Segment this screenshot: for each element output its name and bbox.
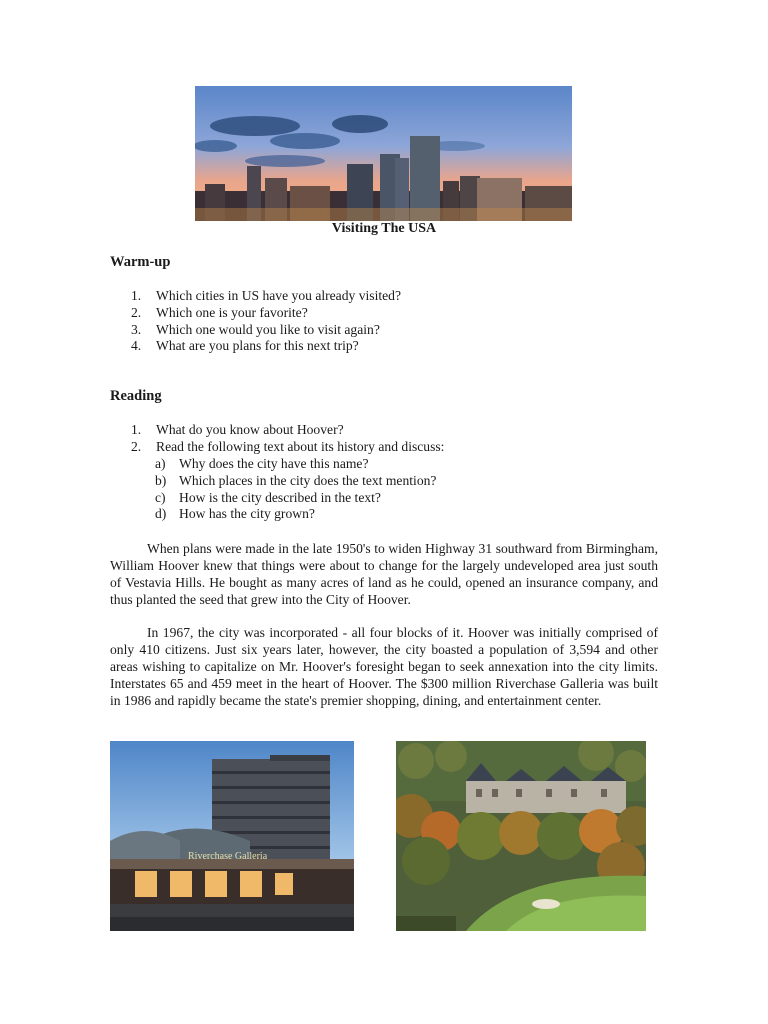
list-item xyxy=(131,338,401,355)
item-text: How is the city described in the text? xyxy=(179,489,381,505)
item-text: Which places in the city does the text mention? xyxy=(179,472,437,488)
item-text: Which one is your favorite? xyxy=(156,304,308,320)
list-item xyxy=(131,439,444,456)
item-text: What do you know about Hoover? xyxy=(156,422,344,437)
list-item xyxy=(131,288,401,305)
item-letter: c) xyxy=(155,489,166,505)
item-letter: a) xyxy=(155,456,166,471)
item-letter: b) xyxy=(155,472,167,488)
reading-paragraph-2: In 1967, the city was incorporated - all four blocks of it. Hoover was initially comprised of only 410 citizens. Just six years later, however, the city boasted a population of 3,594 and other areas wishing to capitalize on Mr. Hoover's foresight began to seek annexation into the city limits. Interstates 65 and 459 meet in the heart of Hoover. The $300 million Riverchase Galleria was built in 1986 and rapidly became the state's premier shopping, dining, and entertainment center. xyxy=(110,625,658,709)
list-item xyxy=(131,305,401,322)
item-letter: d) xyxy=(155,506,167,522)
item-text: What are you plans for this next trip? xyxy=(156,338,359,354)
item-text: Which one would you like to visit again? xyxy=(156,321,380,337)
castle-golf-course-photo xyxy=(396,741,646,931)
city-skyline-photo xyxy=(195,86,572,221)
item-number: 2. xyxy=(131,438,142,454)
reading-discussion-sublist xyxy=(155,456,436,523)
list-item xyxy=(155,506,436,523)
galleria-sign-text: Riverchase Galleria xyxy=(188,851,268,862)
list-item xyxy=(131,322,401,339)
reading-heading: Reading xyxy=(110,388,162,404)
warmup-heading: Warm-up xyxy=(110,254,171,270)
reading-question-list xyxy=(131,422,444,456)
item-text: Which cities in US have you already visited? xyxy=(156,288,401,303)
item-text: Read the following text about its history and discuss: xyxy=(156,438,445,454)
list-item xyxy=(155,473,436,490)
riverchase-galleria-photo xyxy=(110,741,354,931)
document-title: Visiting The USA xyxy=(331,221,437,236)
item-number: 1. xyxy=(131,288,142,303)
item-number: 3. xyxy=(131,321,142,337)
reading-paragraph-1: When plans were made in the late 1950's to widen Highway 31 southward from Birmingham, William Hoover knew that things were about to change for the largely undeveloped area just south of Vestavia Hills. He bought as many acres of land as he could, opened an insurance company, and thus planted the seed that grew into the City of Hoover. xyxy=(110,541,658,608)
item-number: 2. xyxy=(131,304,142,320)
list-item xyxy=(155,456,436,473)
item-text: Why does the city have this name? xyxy=(179,456,369,471)
item-number: 1. xyxy=(131,422,142,437)
list-item xyxy=(131,422,444,439)
item-number: 4. xyxy=(131,338,142,354)
warmup-question-list xyxy=(131,288,401,355)
list-item xyxy=(155,490,436,507)
item-text: How has the city grown? xyxy=(179,506,315,522)
